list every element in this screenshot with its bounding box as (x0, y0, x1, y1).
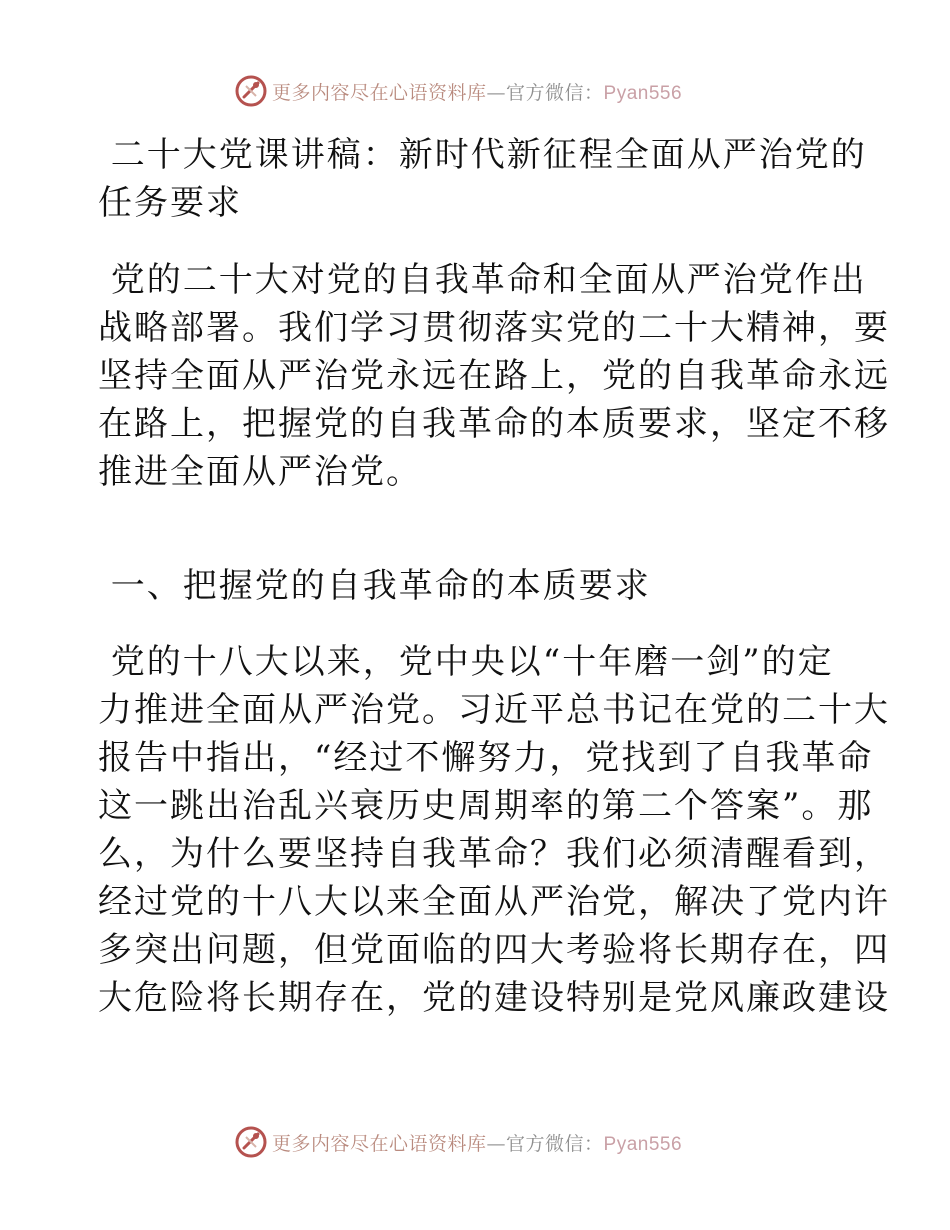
title-line: 二十大党课讲稿：新时代新征程全面从严治党的 (98, 135, 867, 175)
paragraph-line: 经过党的十八大以来全面从严治党，解决了党内许 (98, 882, 890, 922)
paragraph-line: 党的十八大以来，党中央以“十年磨一剑”的定 (98, 642, 834, 682)
paragraph-line: 多突出问题，但党面临的四大考验将长期存在，四 (98, 930, 890, 970)
paragraph-line: 党的二十大对党的自我革命和全面从严治党作出 (98, 260, 867, 300)
watermark-banner-top (234, 71, 714, 111)
paragraph-line: 这一跳出治乱兴衰历史周期率的第二个答案”。那 (98, 786, 874, 826)
watermark-wechat-id: Pyan556 (603, 82, 683, 104)
brand-logo-icon (234, 74, 268, 108)
document-title (98, 131, 867, 227)
watermark-brand: 更多内容尽在心语资料库 (272, 1132, 487, 1155)
watermark-dash: — (486, 81, 507, 104)
watermark-wechat-label: 官方微信： (506, 1132, 604, 1155)
paragraph-line: 战略部署。我们学习贯彻落实党的二十大精神，要 (98, 308, 890, 348)
watermark-wechat-label: 官方微信： (506, 81, 604, 104)
section-heading-1 (98, 562, 850, 610)
paragraph-1 (98, 256, 890, 496)
paragraph-line: 报告中指出，“经过不懈努力，党找到了自我革命 (98, 738, 874, 778)
paragraph-line: 坚持全面从严治党永远在路上，党的自我革命永远 (98, 356, 890, 396)
watermark-banner-bottom (234, 1122, 714, 1162)
watermark-dash: — (486, 1132, 507, 1155)
paragraph-line: 在路上，把握党的自我革命的本质要求，坚定不移 (98, 404, 890, 444)
watermark-wechat-id: Pyan556 (603, 1133, 683, 1155)
paragraph-line: 大危险将长期存在，党的建设特别是党风廉政建设 (98, 978, 890, 1018)
paragraph-line: 么，为什么要坚持自我革命？我们必须清醒看到， (98, 834, 890, 874)
watermark-brand: 更多内容尽在心语资料库 (272, 81, 487, 104)
paragraph-2 (98, 638, 890, 1022)
title-line: 任务要求 (98, 183, 242, 223)
paragraph-line: 力推进全面从严治党。习近平总书记在党的二十大 (98, 690, 890, 730)
section-heading-text: 一、把握党的自我革命的本质要求 (98, 566, 651, 606)
brand-logo-icon (234, 1125, 268, 1159)
paragraph-line: 推进全面从严治党。 (98, 452, 422, 492)
